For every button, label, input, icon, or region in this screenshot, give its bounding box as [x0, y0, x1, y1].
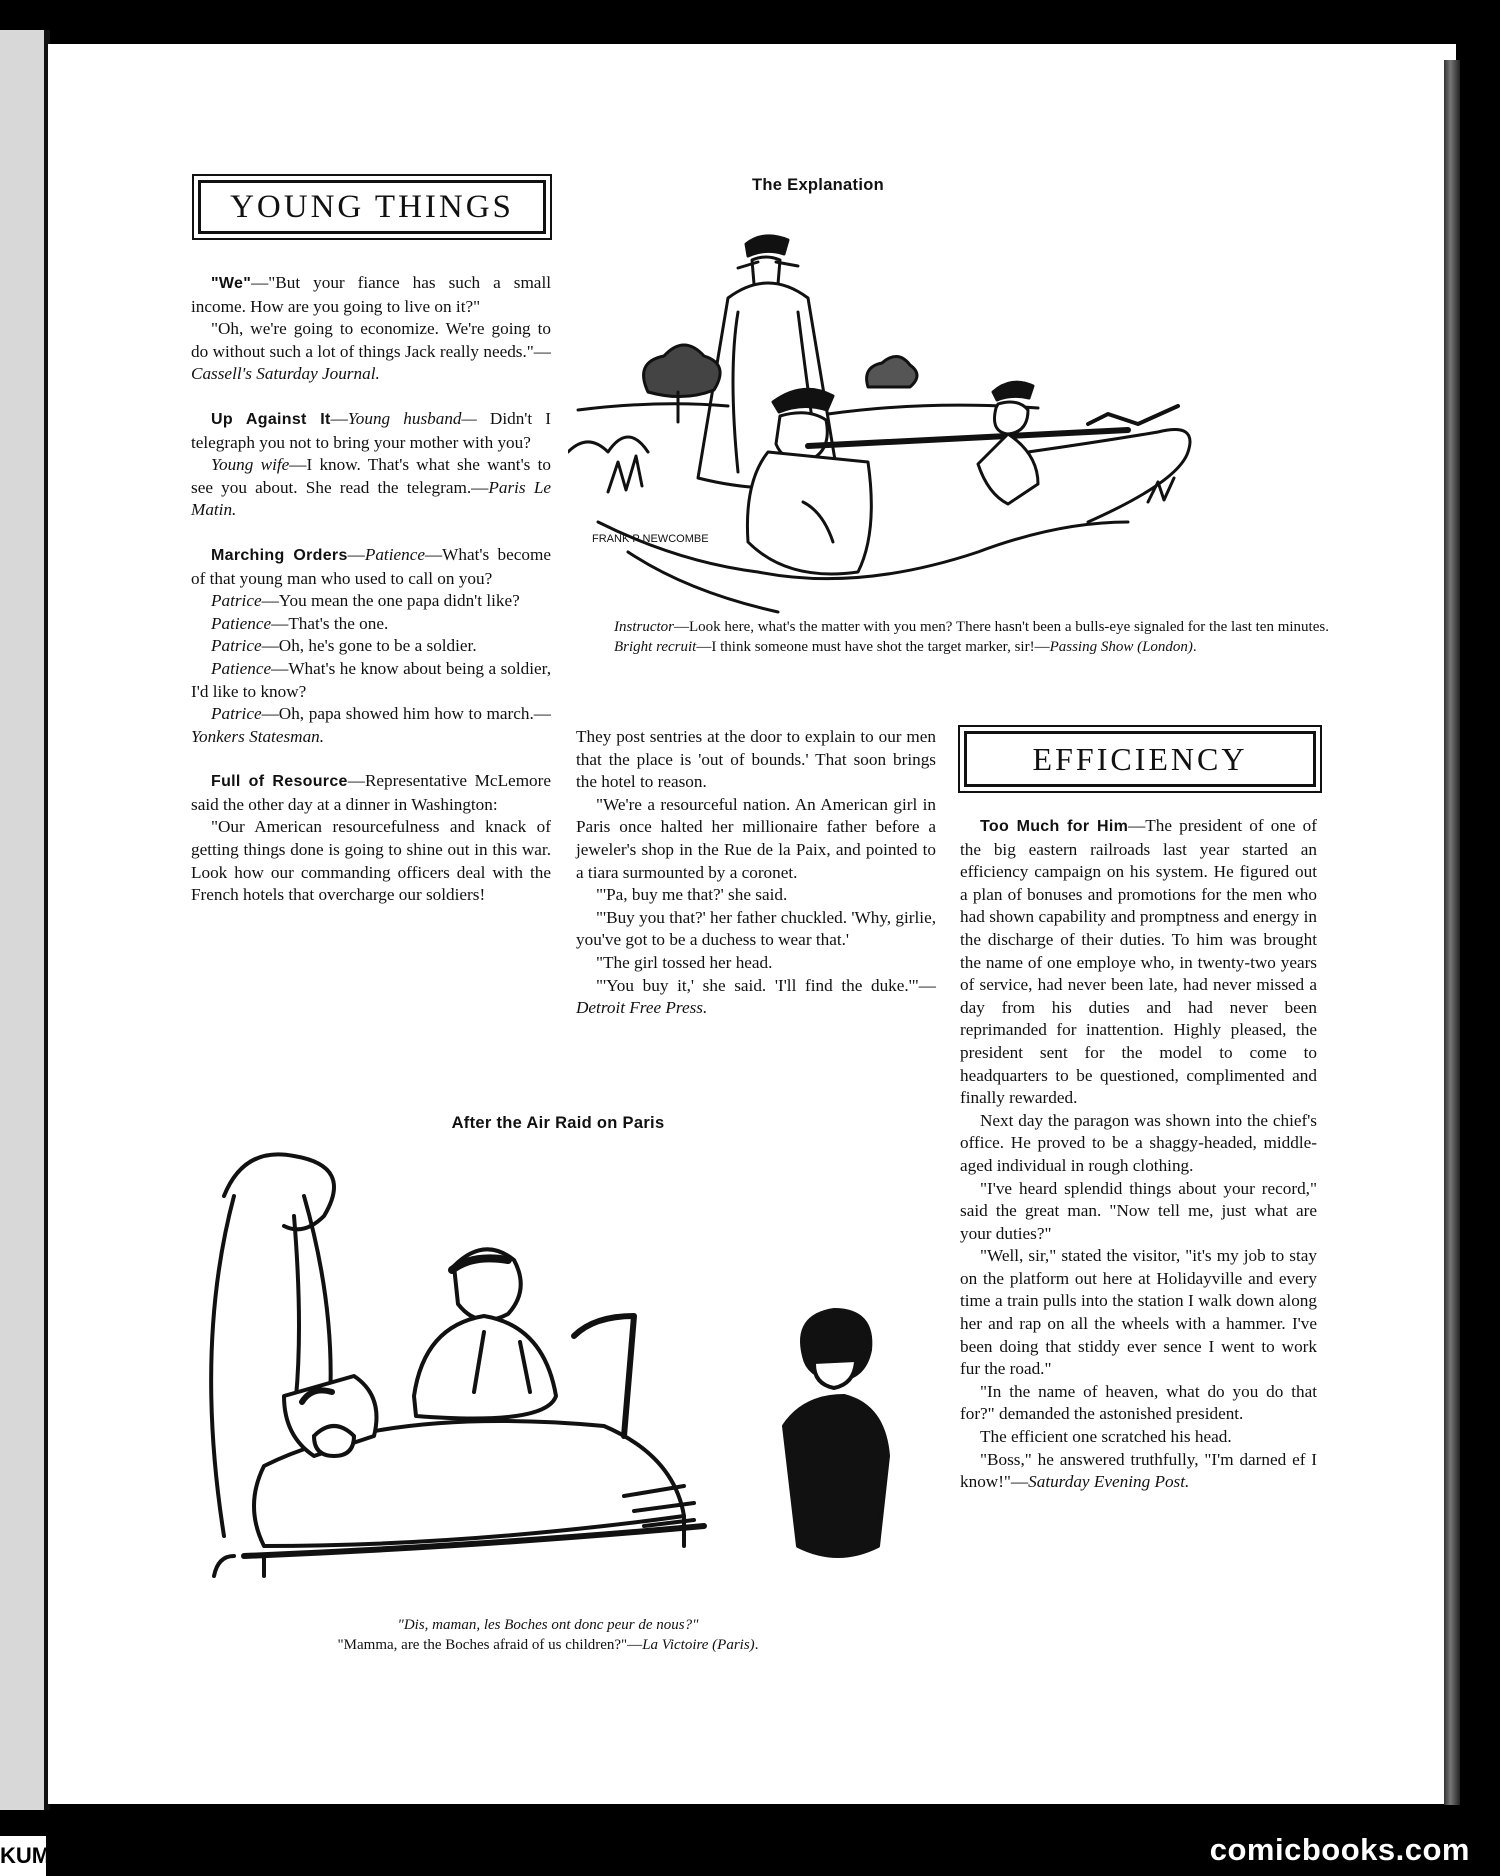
section-heading-young-things	[198, 180, 546, 234]
paragraph: "We're a resourceful nation. An American girl in Paris once halted her millionaire father before a jeweler's shop in the Rue de la Paix, and pointed to a tiara surmounted by a coronet.	[576, 794, 936, 882]
paragraph: Patrice—Oh, papa showed him how to march.—Yonkers Statesman.	[191, 704, 551, 746]
corner-label: KUM	[0, 1836, 46, 1876]
site-watermark: comicbooks.com	[1209, 1832, 1470, 1867]
cartoon-caption-air-raid: "Dis, maman, les Boches ont donc peur de nous?" "Mamma, are the Boches afraid of us children?"—La Victoire (Paris).	[337, 1617, 759, 1653]
paragraph: "The girl tossed her head.	[596, 952, 773, 972]
paragraph: "Our American resourcefulness and knack of getting things done is going to shine out in this war. Look how our commanding officers deal with the French hotels that overcharge our soldiers!	[191, 817, 551, 905]
cartoon-illustration-rifle-range	[568, 202, 1288, 662]
cartoon-illustration-nursery	[184, 1136, 954, 1596]
paragraph: "'Buy you that?' her father chuckled. 'Why, girlie, you've got to be a duchess to wear that.'	[576, 907, 936, 950]
paragraph: "In the name of heaven, what do you do that for?" demanded the astonished president.	[960, 1381, 1317, 1424]
paragraph: Patrice—You mean the one papa didn't like?	[211, 591, 520, 611]
book-spine-edge	[1444, 60, 1460, 1805]
paragraph: The efficient one scratched his head.	[980, 1427, 1232, 1447]
paragraph: Full of Resource—Representative McLemore said the other day at a dinner in Washington:	[191, 771, 552, 814]
heading-text: EFFICIENCY	[1032, 741, 1248, 777]
paragraph: Too Much for Him—The president of one of the big eastern railroads last year started an efficiency campaign on his system. He figured out a plan of bonuses and promotions for the men who had shown capability and promptness and energy in the discharge of their duties. To him was brought the name of one employe who, in twenty-two years of service, had never been late, had never missed a day from his duties and had never been reprimanded for inattention. Highly pleased, the president sent for the model to come to headquarters to be questioned, complimented and finally rewarded.	[960, 816, 1317, 1108]
paragraph: Patience—What's he know about being a soldier, I'd like to know?	[191, 658, 551, 701]
paragraph: They post sentries at the door to explain to our men that the place is 'out of bounds.' That soon brings the hotel to reason.	[576, 727, 936, 792]
middle-column	[576, 726, 936, 1020]
paragraph: Next day the paragon was shown into the chief's office. He proved to be a shaggy-headed, middle-aged individual in rough clothing.	[960, 1110, 1317, 1175]
paragraph: "Well, sir," stated the visitor, "it's my job to stay on the platform out here at Holidayville and every time a train pulls into the station I walk down along her and rap on all the wheels with a hammer. I've been doing that stiddy ever sence I went to work fur the road."	[960, 1246, 1317, 1379]
section-heading-efficiency	[964, 731, 1316, 787]
paragraph: Up Against It—Young husband— Didn't I telegraph you not to bring your mother with you?	[191, 408, 551, 452]
magazine-page	[48, 44, 1456, 1804]
paragraph: "We"—"But your fiance has such a small income. How are you going to live on it?"	[191, 273, 551, 316]
paragraph: "'You buy it,' she said. 'I'll find the duke.'"—Detroit Free Press.	[576, 975, 936, 1018]
adjacent-page-edge	[0, 30, 50, 1810]
paragraph: "'Pa, buy me that?' she said.	[596, 885, 788, 905]
right-column	[960, 815, 1317, 1494]
paragraph: Patrice—Oh, he's gone to be a soldier.	[211, 636, 477, 656]
heading-text: YOUNG THINGS	[230, 189, 514, 225]
paragraph: "Boss," he answered truthfully, "I'm darned ef I know!"—Saturday Evening Post.	[960, 1449, 1317, 1492]
paragraph: Young wife—I know. That's what she want's to see you about. She read the telegram.—Paris Le Matin.	[191, 455, 552, 520]
paragraph: Patience—That's the one.	[211, 613, 389, 633]
cartoon-caption-explanation: Instructor—Look here, what's the matter with you men? There hasn't been a bulls-eye signaled for the last ten minutes. Bright recruit—I think someone must have shot the target marker, sir!—Passing Show (London).	[614, 619, 1329, 655]
cartoon-title-explanation: The Explanation	[752, 176, 884, 194]
left-column	[191, 272, 551, 907]
cartoon-title-air-raid: After the Air Raid on Paris	[451, 1114, 665, 1132]
paragraph: "I've heard splendid things about your record," said the great man. "Now tell me, just what are your duties?"	[960, 1178, 1317, 1243]
paragraph: "Oh, we're going to economize. We're going to do without such a lot of things Jack really needs."—Cassell's Saturday Journal.	[191, 319, 551, 384]
artist-signature: FRANK P NEWCOMBE	[592, 533, 709, 545]
paragraph: Marching Orders—Patience—What's become of that young man who used to call on you?	[191, 544, 551, 588]
